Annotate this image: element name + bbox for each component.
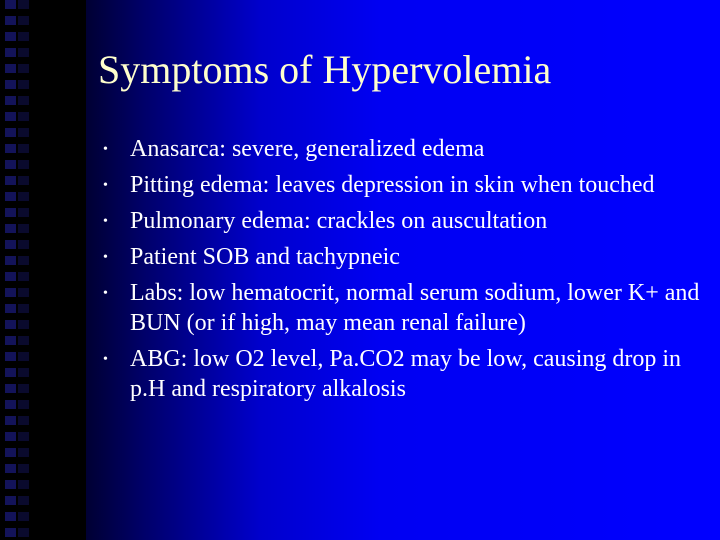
bullet-text: Pitting edema: leaves depression in skin when touched bbox=[130, 172, 655, 198]
bullet-dot-icon: • bbox=[103, 286, 108, 301]
bullet-item bbox=[100, 170, 700, 200]
bullet-dot-icon: • bbox=[103, 178, 108, 193]
bullet-text: Anasarca: severe, generalized edema bbox=[130, 136, 485, 162]
bullet-item bbox=[100, 206, 700, 236]
decorative-square-column-faded bbox=[18, 0, 29, 540]
bullet-item bbox=[100, 134, 700, 164]
bullet-item bbox=[100, 242, 700, 272]
bullet-dot-icon: • bbox=[103, 142, 108, 157]
bullet-dot-icon: • bbox=[103, 250, 108, 265]
bullet-text: Patient SOB and tachypneic bbox=[130, 244, 400, 270]
bullet-text: Pulmonary edema: crackles on auscultation bbox=[130, 208, 548, 234]
bullet-dot-icon: • bbox=[103, 214, 108, 229]
bullet-text: Labs: low hematocrit, normal serum sodium, lower K+ and BUN (or if high, may mean renal failure) bbox=[130, 280, 700, 336]
bullet-item bbox=[100, 278, 700, 338]
bullet-text: ABG: low O2 level, Pa.CO2 may be low, causing drop in p.H and respiratory alkalosis bbox=[130, 346, 682, 402]
decorative-square-column bbox=[5, 0, 16, 540]
bullet-item bbox=[100, 344, 700, 404]
left-decorative-band bbox=[0, 0, 86, 540]
slide-title: Symptoms of Hypervolemia bbox=[98, 47, 552, 92]
bullet-list bbox=[100, 134, 700, 410]
bullet-dot-icon: • bbox=[103, 352, 108, 367]
